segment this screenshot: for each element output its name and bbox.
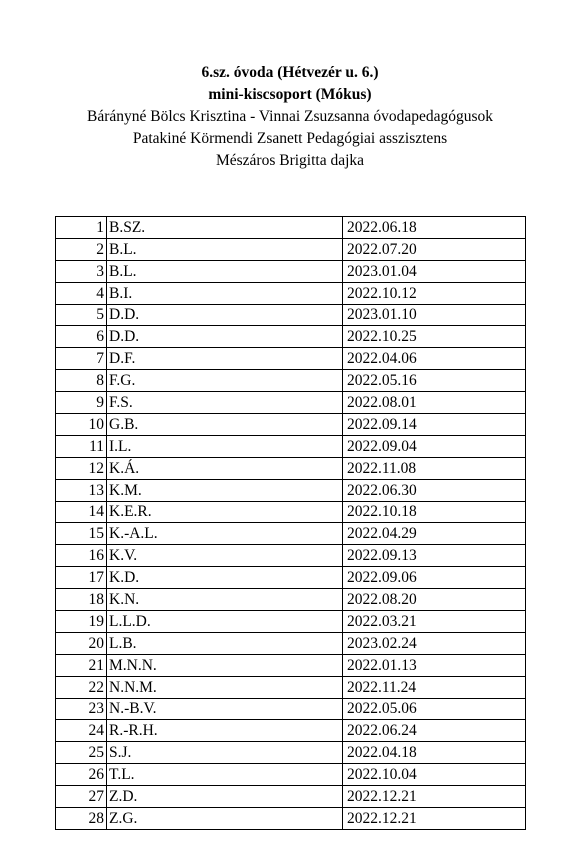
table-row <box>56 348 526 370</box>
child-initials: K.N. <box>107 589 343 611</box>
row-number: 3 <box>56 260 107 282</box>
birth-date: 2022.04.29 <box>343 523 526 545</box>
birth-date: 2022.06.18 <box>343 217 526 239</box>
row-number: 17 <box>56 567 107 589</box>
birth-date: 2022.11.08 <box>343 457 526 479</box>
birth-date: 2023.01.04 <box>343 260 526 282</box>
birth-date: 2022.10.25 <box>343 326 526 348</box>
row-number: 22 <box>56 676 107 698</box>
table-row <box>56 567 526 589</box>
child-initials: K.E.R. <box>107 501 343 523</box>
table-row <box>56 676 526 698</box>
birth-date: 2022.01.13 <box>343 654 526 676</box>
row-number: 20 <box>56 632 107 654</box>
row-number: 1 <box>56 217 107 239</box>
row-number: 27 <box>56 786 107 808</box>
row-number: 13 <box>56 479 107 501</box>
child-initials: T.L. <box>107 764 343 786</box>
child-initials: S.J. <box>107 742 343 764</box>
child-initials: G.B. <box>107 414 343 436</box>
table-row <box>56 545 526 567</box>
table-row <box>56 786 526 808</box>
child-initials: I.L. <box>107 435 343 457</box>
document-header <box>0 62 580 172</box>
child-initials: K.D. <box>107 567 343 589</box>
table-row <box>56 654 526 676</box>
roster-body <box>56 217 526 830</box>
child-initials: K.Á. <box>107 457 343 479</box>
child-initials: B.I. <box>107 282 343 304</box>
child-initials: B.L. <box>107 238 343 260</box>
table-row <box>56 260 526 282</box>
table-row <box>56 720 526 742</box>
birth-date: 2022.10.18 <box>343 501 526 523</box>
row-number: 14 <box>56 501 107 523</box>
table-row <box>56 632 526 654</box>
row-number: 7 <box>56 348 107 370</box>
birth-date: 2022.09.13 <box>343 545 526 567</box>
child-initials: L.L.D. <box>107 611 343 633</box>
birth-date: 2022.12.21 <box>343 786 526 808</box>
birth-date: 2022.12.21 <box>343 808 526 830</box>
table-row <box>56 742 526 764</box>
teachers-line: Bárányné Bölcs Krisztina - Vinnai Zsuzsanna óvodapedagógusok <box>87 108 493 125</box>
birth-date: 2022.10.12 <box>343 282 526 304</box>
birth-date: 2023.02.24 <box>343 632 526 654</box>
birth-date: 2022.08.01 <box>343 392 526 414</box>
birth-date: 2022.09.04 <box>343 435 526 457</box>
row-number: 15 <box>56 523 107 545</box>
institution-title: 6.sz. óvoda (Hétvezér u. 6.) <box>201 64 379 81</box>
table-row <box>56 326 526 348</box>
row-number: 23 <box>56 698 107 720</box>
birth-date: 2022.10.04 <box>343 764 526 786</box>
table-row <box>56 414 526 436</box>
child-initials: K.M. <box>107 479 343 501</box>
child-initials: F.G. <box>107 370 343 392</box>
table-row <box>56 764 526 786</box>
birth-date: 2022.09.14 <box>343 414 526 436</box>
child-initials: D.F. <box>107 348 343 370</box>
table-row <box>56 370 526 392</box>
child-initials: B.L. <box>107 260 343 282</box>
row-number: 24 <box>56 720 107 742</box>
child-initials: K.V. <box>107 545 343 567</box>
row-number: 28 <box>56 808 107 830</box>
birth-date: 2022.11.24 <box>343 676 526 698</box>
child-initials: D.D. <box>107 304 343 326</box>
assistant-line: Patakiné Körmendi Zsanett Pedagógiai asszisztens <box>132 130 448 147</box>
row-number: 11 <box>56 435 107 457</box>
birth-date: 2022.07.20 <box>343 238 526 260</box>
child-initials: B.SZ. <box>107 217 343 239</box>
row-number: 10 <box>56 414 107 436</box>
table-row <box>56 479 526 501</box>
birth-date: 2022.06.24 <box>343 720 526 742</box>
birth-date: 2023.01.10 <box>343 304 526 326</box>
birth-date: 2022.06.30 <box>343 479 526 501</box>
table-row <box>56 501 526 523</box>
table-row <box>56 457 526 479</box>
table-row <box>56 808 526 830</box>
row-number: 8 <box>56 370 107 392</box>
child-initials: R.-R.H. <box>107 720 343 742</box>
children-roster-table <box>55 216 526 830</box>
child-initials: Z.D. <box>107 786 343 808</box>
row-number: 6 <box>56 326 107 348</box>
child-initials: L.B. <box>107 632 343 654</box>
table-row <box>56 238 526 260</box>
birth-date: 2022.08.20 <box>343 589 526 611</box>
row-number: 2 <box>56 238 107 260</box>
birth-date: 2022.05.16 <box>343 370 526 392</box>
table-row <box>56 392 526 414</box>
child-initials: M.N.N. <box>107 654 343 676</box>
child-initials: Z.G. <box>107 808 343 830</box>
row-number: 5 <box>56 304 107 326</box>
table-row <box>56 282 526 304</box>
table-row <box>56 611 526 633</box>
table-row <box>56 304 526 326</box>
child-initials: N.-B.V. <box>107 698 343 720</box>
child-initials: F.S. <box>107 392 343 414</box>
child-initials: D.D. <box>107 326 343 348</box>
child-initials: K.-A.L. <box>107 523 343 545</box>
table-row <box>56 698 526 720</box>
birth-date: 2022.04.06 <box>343 348 526 370</box>
table-row <box>56 435 526 457</box>
child-initials: N.N.M. <box>107 676 343 698</box>
birth-date: 2022.09.06 <box>343 567 526 589</box>
row-number: 19 <box>56 611 107 633</box>
row-number: 18 <box>56 589 107 611</box>
row-number: 26 <box>56 764 107 786</box>
row-number: 12 <box>56 457 107 479</box>
table-row <box>56 589 526 611</box>
row-number: 21 <box>56 654 107 676</box>
table-row <box>56 217 526 239</box>
birth-date: 2022.04.18 <box>343 742 526 764</box>
row-number: 4 <box>56 282 107 304</box>
row-number: 25 <box>56 742 107 764</box>
table-row <box>56 523 526 545</box>
group-title: mini-kiscsoport (Mókus) <box>208 86 372 103</box>
row-number: 9 <box>56 392 107 414</box>
row-number: 16 <box>56 545 107 567</box>
birth-date: 2022.03.21 <box>343 611 526 633</box>
nanny-line: Mészáros Brigitta dajka <box>215 152 365 169</box>
birth-date: 2022.05.06 <box>343 698 526 720</box>
